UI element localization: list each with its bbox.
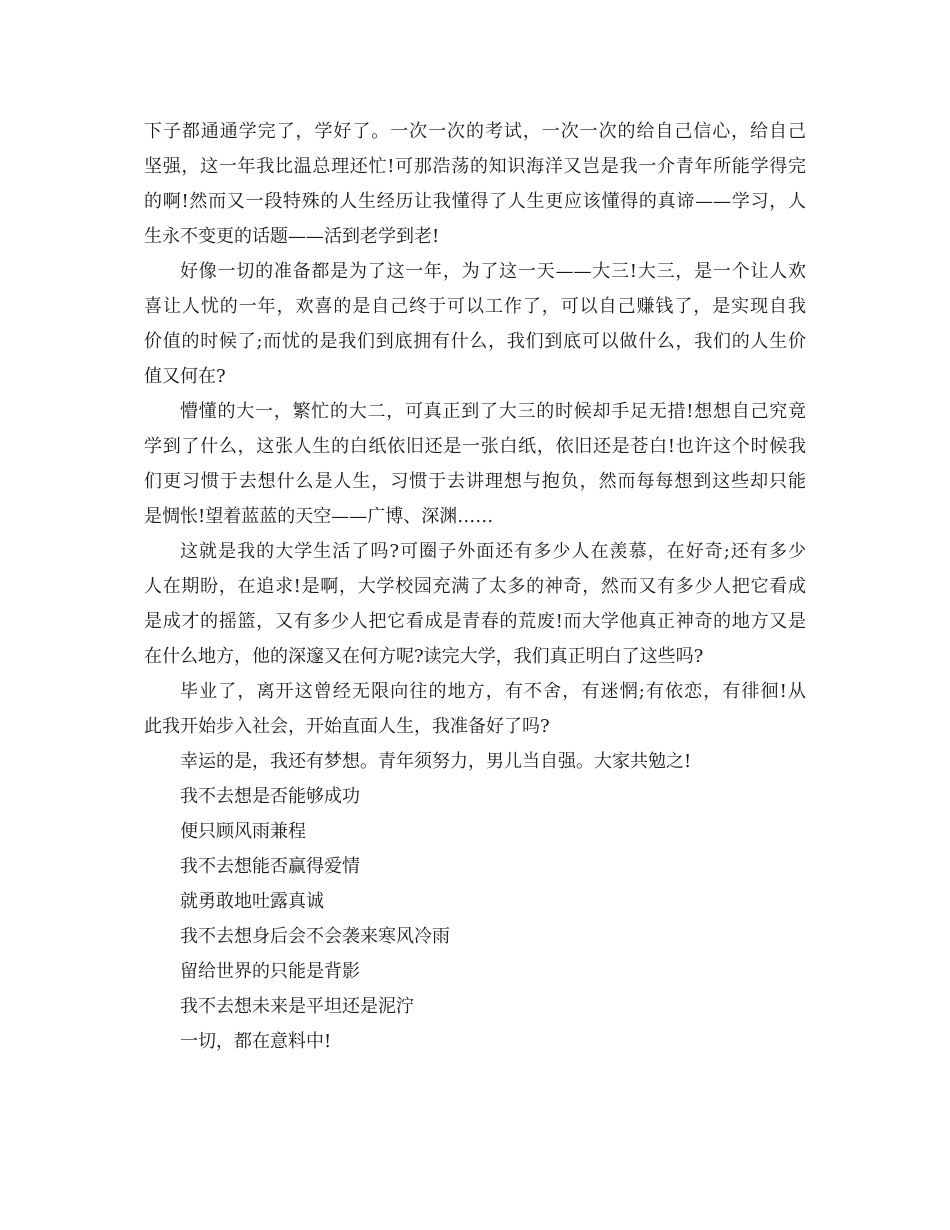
- text-line: 便只顾风雨兼程: [180, 821, 306, 842]
- text-line: 幸运的是，我还有梦想。青年须努力，男儿当自强。大家共勉之!: [180, 751, 692, 772]
- text-line: 懵懂的大一，繁忙的大二，可真正到了大三的时候却手足无措!想想自己究竟: [180, 401, 806, 422]
- text-line: 人在期盼，在追求!是啊，大学校园充满了太多的神奇，然而又有多少人把它看成: [144, 576, 806, 597]
- text-line: 价值的时候了;而忧的是我们到底拥有什么，我们到底可以做什么，我们的人生价: [144, 331, 806, 352]
- text-line: 我不去想身后会不会袭来寒风冷雨: [180, 926, 450, 947]
- text-line: 我不去想未来是平坦还是泥泞: [180, 996, 414, 1017]
- text-line: 的啊!然而又一段特殊的人生经历让我懂得了人生更应该懂得的真谛——学习，人: [144, 191, 806, 212]
- text-line: 值又何在?: [144, 366, 226, 387]
- document-body: [144, 114, 806, 1059]
- text-line: 是成才的摇篮，又有多少人把它看成是青春的荒废!而大学他真正神奇的地方又是: [144, 611, 806, 632]
- text-line: 此我开始步入社会，开始直面人生，我准备好了吗?: [144, 716, 550, 737]
- text-line: 毕业了，离开这曾经无限向往的地方，有不舍，有迷惘;有依恋，有徘徊!从: [180, 681, 806, 702]
- text-line: 我不去想能否赢得爱情: [180, 856, 360, 877]
- text-line: 我不去想是否能够成功: [180, 786, 360, 807]
- text-line: 坚强，这一年我比温总理还忙!可那浩荡的知识海洋又岂是我一介青年所能学得完: [144, 156, 806, 177]
- text-line: 学到了什么，这张人生的白纸依旧还是一张白纸，依旧还是苍白!也许这个时候我: [144, 436, 806, 457]
- text-line: 这就是我的大学生活了吗?可圈子外面还有多少人在羡慕，在好奇;还有多少: [180, 541, 806, 562]
- text-line: 一切，都在意料中!: [180, 1031, 332, 1052]
- text-line: 生永不变更的话题——活到老学到老!: [144, 226, 440, 247]
- text-line: 在什么地方，他的深邃又在何方呢?读完大学，我们真正明白了这些吗?: [144, 646, 704, 667]
- text-line: 喜让人忧的一年，欢喜的是自己终于可以工作了，可以自己赚钱了，是实现自我: [144, 296, 806, 317]
- text-line: 下子都通通学完了，学好了。一次一次的考试，一次一次的给自己信心，给自己: [144, 121, 806, 142]
- text-line: 们更习惯于去想什么是人生，习惯于去讲理想与抱负，然而每每想到这些却只能: [144, 471, 806, 492]
- text-line: 是惆怅!望着蓝蓝的天空——广博、深渊……: [144, 506, 494, 527]
- text-line: 就勇敢地吐露真诚: [180, 891, 324, 912]
- text-line: 好像一切的准备都是为了这一年，为了这一天——大三!大三，是一个让人欢: [180, 261, 806, 282]
- text-line: 留给世界的只能是背影: [180, 961, 360, 982]
